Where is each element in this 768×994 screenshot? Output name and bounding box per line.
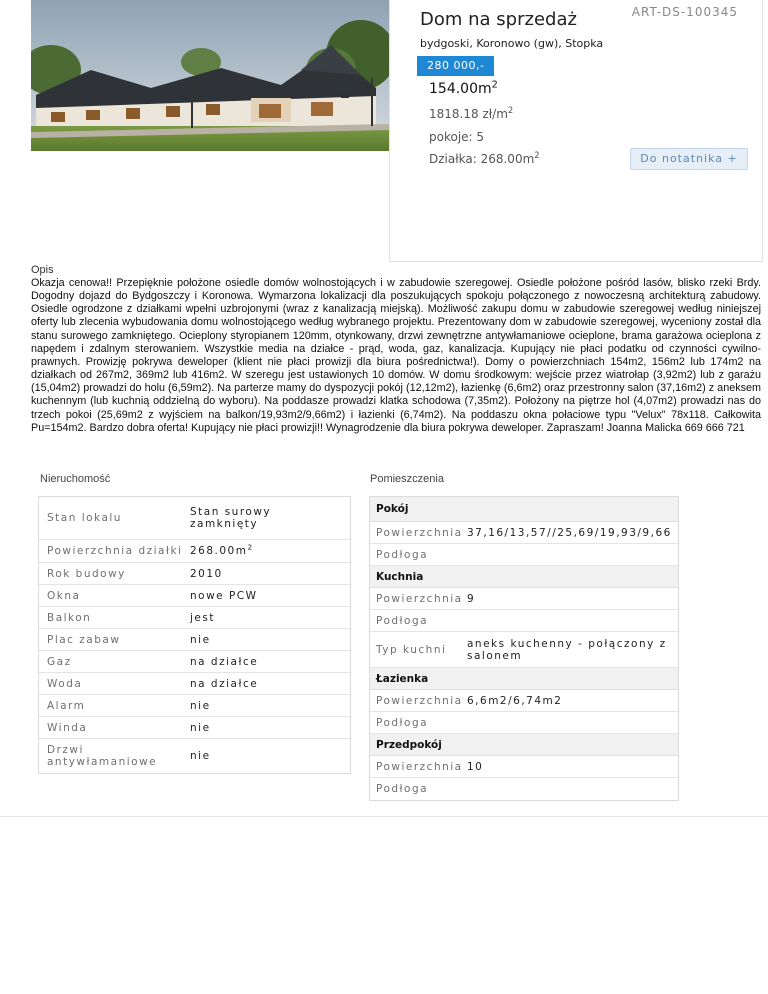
row-value-text: 268.00m [190,545,248,557]
row-label: Powierzchnia [376,760,463,773]
table-row [370,544,678,566]
row-value-sup: 2 [247,542,254,552]
table-row [370,522,678,544]
reference-number: ART-DS-100345 [631,5,738,19]
listing-title: Dom na sprzedaż [420,9,577,30]
row-label: Powierzchnia działki [47,545,183,557]
row-value: Stan surowy zamknięty [190,506,272,530]
property-table [38,496,351,774]
row-value: na działce [190,655,259,668]
room-group-header: Łazienka [370,668,678,690]
plot-area-value: Działka: 268.00m [429,152,535,166]
row-value: 37,16/13,57//25,69/19,93/9,66 [467,526,672,539]
table-row [39,695,350,717]
row-label: Plac zabaw [47,633,121,646]
table-row [39,497,350,540]
row-label: Powierzchnia [376,694,463,707]
row-value: nie [190,633,211,646]
row-label: Powierzchnia [376,526,463,539]
row-value: na działce [190,677,259,690]
rooms-heading: Pomieszczenia [370,473,444,485]
price-badge: 280 000,- [417,56,494,76]
row-value: 6,6m2/6,74m2 [467,694,563,707]
plot-area [429,152,540,166]
table-row [370,778,678,800]
room-group-header: Pokój [370,497,678,522]
row-label: Podłoga [376,614,429,627]
table-row [370,632,678,668]
room-group-header: Kuchnia [370,566,678,588]
table-row [39,540,350,563]
row-label: Alarm [47,699,86,712]
row-value: nie [190,750,211,762]
area [429,81,498,97]
description-text: Okazja cenowa!! Przepięknie położone osiedle domów wolnostojących i w zabudowie szeregowej. Osiedle położone pośród lasów, blisko rzeki Brdy. Dogodny dojazd do Bydgoszczy i Koronowa. Wymarzona lokalizacji dla poszukujących spokoju połączonego z nowoczesną architekturą zabudowy. Osiedle ogrodzone z działkami wpełni uzbrojonymi (wraz z kanalizacją miejską). Możliwość zakupu domu w zabudowie szeregowej według niniejszej oferty lub zlecenia wybudowania domu wolnostojącego według wybranego projektu. Prezentowany dom w zabudowie szeregowej, wyceniony został dla stanu surowego zamkniętego. Ocieplony styropianem 120mm, otynkowany, drzwi zewnętrzne antywłamaniowe ocieplone, brama garażowa ocieplona z napędem i zdalnym sterowaniem. Wszystkie media na działce - prąd, woda, gaz, kanalizacja. Kupujący nie płaci podatku od czynności cywilno-prawnych. Prowizję pokrywa deweloper (klient nie płaci prowizji dla biura pośrednictwa!). Domy o powierzchniach 154m2, 156m2 lub 174m2 na działkach od 267m2, 369m2 lub 416m2. W szeregu jest ustawionych 10 domów. W domu środkowym: wejście przez wiatrołap (3,92m2) lub z garażu (15,04m2) prowadzi do holu (6,59m2). Na parterze mamy do dyspozycji pokój (12,12m2), łazienkę (6,6m2) oraz przestronny salon (37,16m2) z aneksem kuchennym (lub kuchnią oddzielną do wyboru). Na poddasze prowadzi klatka schodowa (7,35m2). Położony na piętrze hol (4,07m2) prowadzi nas do trzech pokoi (25,69m2 z wyjściem na balkon/19,93m2/9,66m2) i łazienki (6,74m2). Na poddaszu okna połaciowe typu "Velux" 78x118. Całkowita Pu=154m2. Bardzo dobra oferta! Kupujący nie płaci prowizji!! Wynagrodzenie dla biura pokrywa deweloper. Zapraszam! Joanna Malicka 669 666 721 [31,277,761,434]
table-row [39,717,350,739]
summary-card [389,0,763,262]
row-label: Drzwi antywłamaniowe [47,744,158,768]
plot-area-sup: 2 [534,150,540,160]
row-label: Woda [47,677,83,690]
row-label: Rok budowy [47,567,126,580]
table-row [370,756,678,778]
row-value: aneks kuchenny - połączony z salonem [467,637,667,662]
row-value: nie [190,721,211,734]
row-value: 9 [467,592,476,605]
property-photo[interactable] [31,0,390,151]
add-to-notebook-button[interactable]: Do notatnika + [630,148,748,170]
row-value [190,542,350,557]
row-label: Typ kuchni [376,643,447,656]
row-label: Stan lokalu [47,512,122,524]
table-row [39,673,350,695]
table-row [39,651,350,673]
rooms-table [369,496,679,801]
table-row [39,563,350,585]
room-group-header: Przedpokój [370,734,678,756]
location: bydgoski, Koronowo (gw), Stopka [420,37,604,50]
area-value: 154.00m [429,81,492,97]
table-row [370,610,678,632]
property-heading: Nieruchomość [40,473,111,485]
row-label: Podłoga [376,548,429,561]
property-photo-image [31,0,390,151]
row-label: Balkon [47,611,92,624]
price-per-m2 [429,107,513,121]
row-value: nie [190,699,211,712]
row-label: Winda [47,721,88,734]
row-label: Podłoga [376,716,429,729]
row-label: Podłoga [376,783,429,795]
description-label: Opis [31,264,54,276]
area-unit-sup: 2 [491,79,498,91]
row-value: jest [190,611,215,624]
row-value: 2010 [190,567,223,580]
row-label: Gaz [47,655,72,668]
footer-divider [0,816,768,817]
price-per-m2-value: 1818.18 zł/m [429,107,508,121]
table-row [39,585,350,607]
row-value: nowe PCW [190,589,258,602]
table-row [39,739,350,773]
table-row [39,629,350,651]
table-row [370,690,678,712]
row-label: Okna [47,589,81,602]
row-value: 10 [467,760,484,773]
rooms-count: pokoje: 5 [429,130,485,144]
row-label: Powierzchnia [376,592,463,605]
table-row [39,607,350,629]
table-row [370,588,678,610]
table-row [370,712,678,734]
price-per-m2-sup: 2 [507,105,514,115]
